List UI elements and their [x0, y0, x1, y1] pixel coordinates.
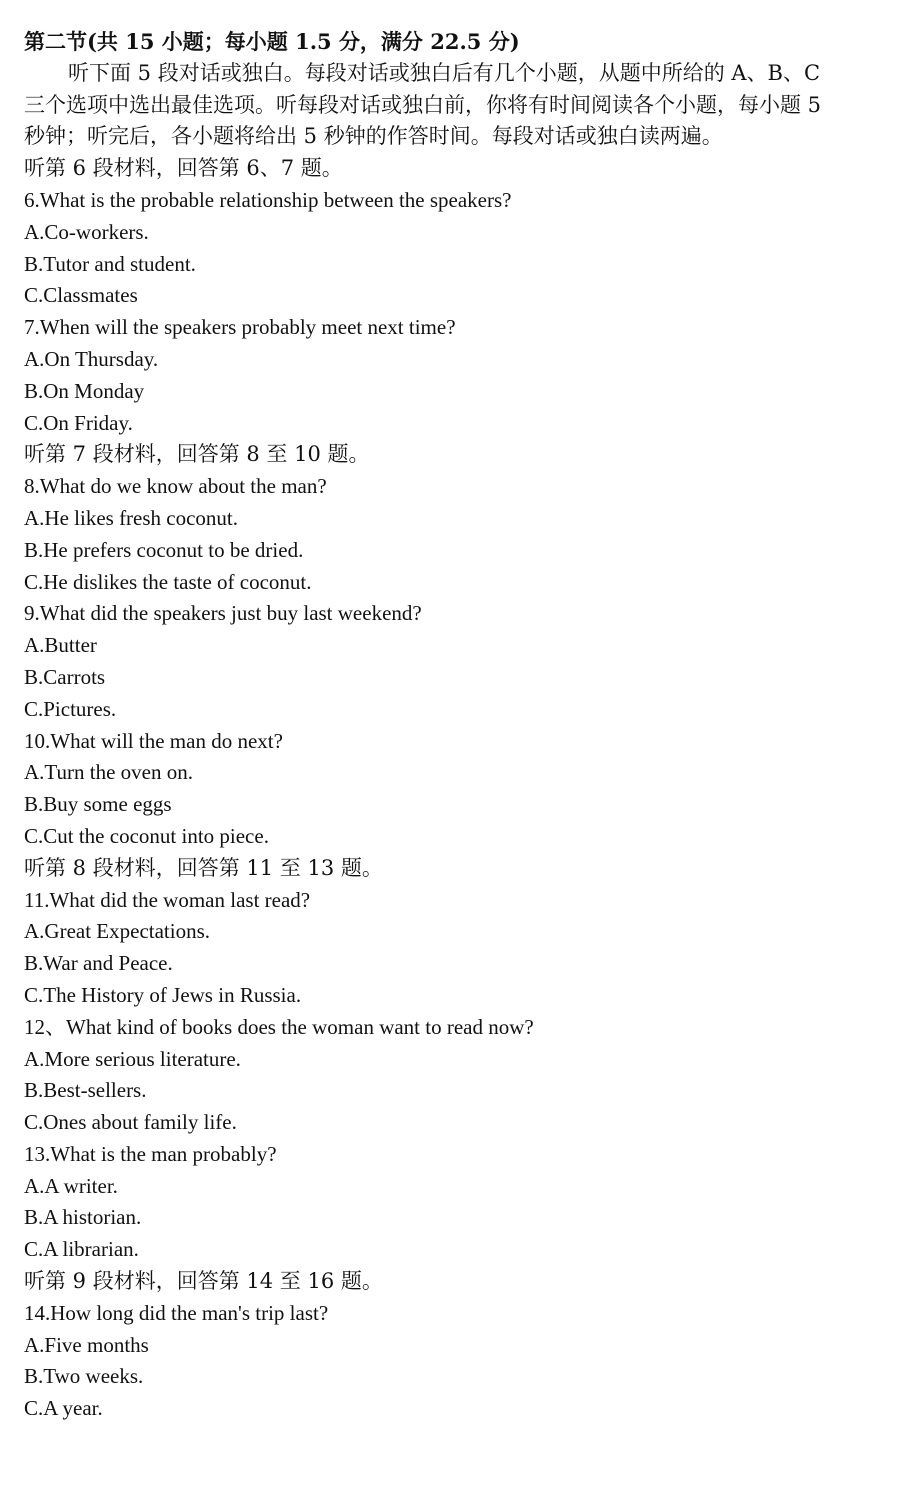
- answer-option: A.Butter: [24, 633, 97, 658]
- group-header: 听第 7 段材料，回答第 8 至 10 题。: [24, 442, 370, 467]
- answer-option: C.He dislikes the taste of coconut.: [24, 569, 312, 594]
- question-group: [24, 853, 874, 1266]
- answer-option: A.Turn the oven on.: [24, 760, 193, 785]
- answer-option: C.Pictures.: [24, 696, 117, 721]
- answer-option: A.More serious literature.: [24, 1046, 241, 1071]
- answer-option: C.A librarian.: [24, 1237, 139, 1262]
- answer-option: B.War and Peace.: [24, 951, 173, 976]
- answer-option: B.Tutor and student.: [24, 251, 196, 276]
- answer-option: B.Best-sellers.: [24, 1078, 147, 1103]
- answer-option: A.Great Expectations.: [24, 919, 211, 944]
- answer-option: A.Co-workers.: [24, 219, 149, 244]
- question-stem: 7.When will the speakers probably meet next time?: [24, 315, 456, 340]
- instruction-line: 秒钟；听完后，各小题将给出 5 秒钟的作答时间。每段对话或独白读两遍。: [24, 124, 723, 149]
- question-stem: 8.What do we know about the man?: [24, 474, 327, 499]
- question-stem: 6.What is the probable relationship between the speakers?: [24, 187, 512, 212]
- question-stem: 11.What did the woman last read?: [24, 887, 311, 912]
- answer-option: C.A year.: [24, 1396, 103, 1421]
- answer-option: C.The History of Jews in Russia.: [24, 982, 302, 1007]
- question-stem: 13.What is the man probably?: [24, 1141, 277, 1166]
- question-stem: 12、What kind of books does the woman want to read now?: [24, 1014, 534, 1039]
- answer-option: A.On Thursday.: [24, 346, 159, 371]
- group-header: 听第 8 段材料，回答第 11 至 13 题。: [24, 855, 383, 880]
- question-stem: 14.How long did the man's trip last?: [24, 1300, 329, 1325]
- answer-option: C.On Friday.: [24, 410, 133, 435]
- exam-section: [24, 26, 874, 1425]
- answer-option: B.Two weeks.: [24, 1364, 144, 1389]
- answer-option: B.Carrots: [24, 664, 106, 689]
- section-title: 第二节(共 15 小题；每小题 1.5 分，满分 22.5 分): [24, 29, 520, 54]
- instruction-line: 三个选项中选出最佳选项。听每段对话或独白前，你将有时间阅读各个小题，每小题 5: [24, 92, 822, 117]
- answer-option: B.On Monday: [24, 378, 145, 403]
- answer-option: B.Buy some eggs: [24, 792, 172, 817]
- answer-option: A.Five months: [24, 1332, 149, 1357]
- answer-option: A.A writer.: [24, 1173, 118, 1198]
- group-header: 听第 9 段材料，回答第 14 至 16 题。: [24, 1269, 383, 1294]
- instruction-line: 听下面 5 段对话或独白。每段对话或独白后有几个小题，从题中所给的 A、B、C: [68, 60, 821, 85]
- answer-option: C.Classmates: [24, 283, 138, 308]
- group-header: 听第 6 段材料，回答第 6、7 题。: [24, 156, 343, 181]
- answer-option: A.He likes fresh coconut.: [24, 505, 239, 530]
- question-group: [24, 1266, 874, 1425]
- answer-option: B.He prefers coconut to be dried.: [24, 537, 304, 562]
- question-group: [24, 439, 874, 852]
- answer-option: C.Ones about family life.: [24, 1110, 237, 1135]
- question-stem: 9.What did the speakers just buy last weekend?: [24, 601, 422, 626]
- question-stem: 10.What will the man do next?: [24, 728, 283, 753]
- question-group: [24, 153, 874, 439]
- answer-option: B.A historian.: [24, 1205, 142, 1230]
- answer-option: C.Cut the coconut into piece.: [24, 823, 269, 848]
